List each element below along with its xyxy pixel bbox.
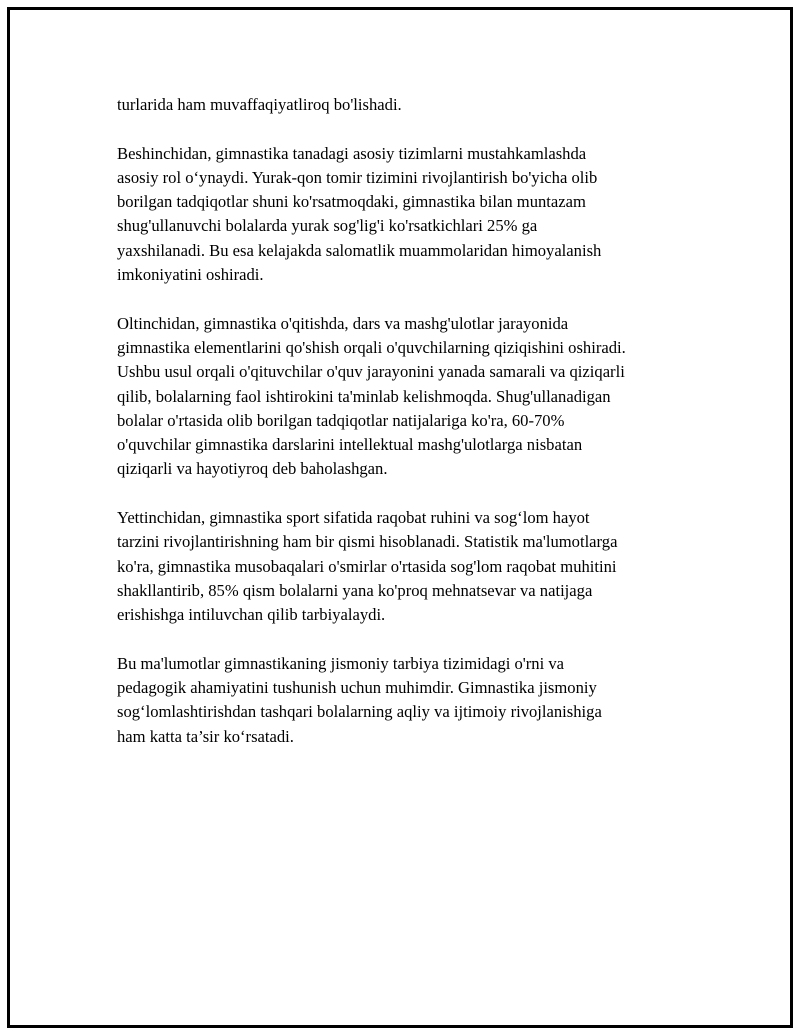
text-line: qilib, bolalarning faol ishtirokini ta'minlab kelishmoqda. Shug'ullanadigan (117, 386, 611, 406)
paragraph-sixth (117, 312, 697, 482)
text-line: sog‘lomlashtirishdan tashqari bolalarning aqliy va ijtimoiy rivojlanishiga (117, 702, 602, 722)
text-line: borilgan tadqiqotlar shuni ko'rsatmoqdaki, gimnastika bilan muntazam (117, 192, 586, 212)
text-line: turlarida ham muvaffaqiyatliroq bo'lishadi. (117, 95, 402, 114)
text-line: imkoniyatini oshiradi. (117, 265, 264, 285)
text-line: o'quvchilar gimnastika darslarini intellektual mashg'ulotlarga nisbatan (117, 435, 583, 455)
text-line: Beshinchidan, gimnastika tanadagi asosiy tizimlarni mustahkamlashda (117, 143, 587, 163)
text-line: Ushbu usul orqali o'qituvchilar o'quv jarayonini yanada samarali va qiziqarli (117, 362, 625, 382)
document-body (117, 93, 697, 773)
text-line: ko'ra, gimnastika musobaqalari o'smirlar o'rtasida sog'lom raqobat muhitini (117, 556, 617, 576)
text-line: erishishga intiluvchan qilib tarbiyalaydi. (117, 605, 386, 625)
paragraph-conclusion (117, 652, 697, 749)
paragraph-continuation (117, 93, 697, 117)
text-line: pedagogik ahamiyatini tushunish uchun muhimdir. Gimnastika jismoniy (117, 678, 597, 698)
text-line: asosiy rol o‘ynaydi. Yurak-qon tomir tizimini rivojlantirish bo'yicha olib (117, 167, 598, 187)
text-line: qiziqarli va hayotiyroq deb baholashgan. (117, 459, 388, 479)
text-line: Yettinchidan, gimnastika sport sifatida raqobat ruhini va sog‘lom hayot (117, 508, 590, 528)
paragraph-seventh (117, 506, 697, 627)
paragraph-fifth (117, 142, 697, 288)
text-line: yaxshilanadi. Bu esa kelajakda salomatlik muammolaridan himoyalanish (117, 240, 602, 260)
text-line: gimnastika elementlarini qo'shish orqali o'quvchilarning qiziqishini oshiradi. (117, 337, 626, 357)
text-line: bolalar o'rtasida olib borilgan tadqiqotlar natijalariga ko'ra, 60-70% (117, 410, 565, 430)
text-line: ham katta ta’sir ko‘rsatadi. (117, 726, 294, 746)
text-line: Oltinchidan, gimnastika o'qitishda, dars va mashg'ulotlar jarayonida (117, 313, 569, 333)
text-line: tarzini rivojlantirishning ham bir qismi hisoblanadi. Statistik ma'lumotlarga (117, 532, 618, 552)
text-line: shakllantirib, 85% qism bolalarni yana ko'proq mehnatsevar va natijaga (117, 580, 593, 600)
text-line: Bu ma'lumotlar gimnastikaning jismoniy tarbiya tizimidagi o'rni va (117, 653, 565, 673)
text-line: shug'ullanuvchi bolalarda yurak sog'lig'i ko'rsatkichlari 25% ga (117, 216, 538, 236)
